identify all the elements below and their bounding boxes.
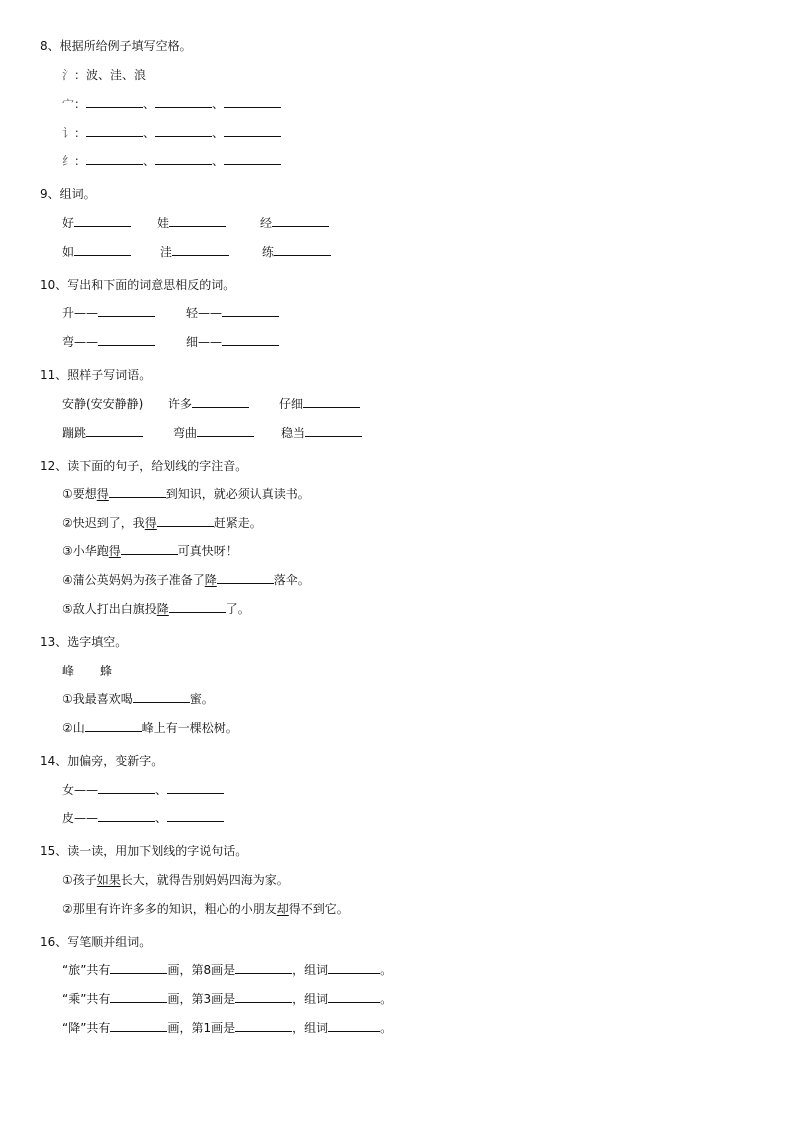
answer-blank[interactable] bbox=[169, 215, 226, 227]
answer-blank[interactable] bbox=[235, 1020, 292, 1032]
underlined-word: 如果 bbox=[96, 873, 121, 887]
q10-item: 细—— bbox=[186, 334, 279, 350]
q10-item: 升—— bbox=[62, 305, 155, 321]
q14-row-2: 皮—— 、 bbox=[62, 810, 224, 826]
answer-blank[interactable] bbox=[172, 244, 229, 256]
answer-blank[interactable] bbox=[110, 1020, 167, 1032]
q16-row-2: “乘”共有 画，第3画是 ，组词 。 bbox=[62, 992, 393, 1006]
answer-blank[interactable] bbox=[86, 425, 143, 437]
q11-item: 蹦跳 bbox=[62, 425, 143, 441]
answer-blank[interactable] bbox=[328, 962, 380, 974]
underlined-char: 得 bbox=[144, 516, 157, 530]
q8-row-2-radical: 讠 bbox=[62, 126, 75, 140]
answer-blank[interactable] bbox=[85, 720, 142, 732]
answer-blank[interactable] bbox=[155, 153, 212, 165]
answer-blank[interactable] bbox=[272, 215, 329, 227]
answer-blank[interactable] bbox=[192, 396, 249, 408]
answer-blank[interactable] bbox=[167, 810, 224, 822]
q11-item: 弯曲 bbox=[173, 425, 254, 441]
question-14-title: 14、加偏旁，变新字。 bbox=[40, 754, 164, 768]
q8-row-2: 讠： 、 、 bbox=[62, 125, 281, 141]
answer-blank[interactable] bbox=[222, 334, 279, 346]
answer-blank[interactable] bbox=[121, 543, 178, 555]
q11-example: 安静(安安静静) bbox=[62, 397, 144, 411]
q13-sentence-1: ①我最喜欢喝 蜜。 bbox=[62, 692, 214, 706]
q9-item: 练 bbox=[262, 244, 331, 260]
q8-example-words: ：波、洼、浪 bbox=[74, 68, 147, 82]
q16-row-1: “旅”共有 画，第8画是 ，组词 。 bbox=[62, 963, 393, 977]
answer-blank[interactable] bbox=[86, 153, 143, 165]
q12-sentence-5: ⑤敌人打出白旗投降 了。 bbox=[62, 602, 250, 616]
q16-row-3: “降”共有 画，第1画是 ，组词 。 bbox=[62, 1021, 393, 1035]
answer-blank[interactable] bbox=[155, 96, 212, 108]
underlined-word: 却 bbox=[276, 902, 289, 916]
answer-blank[interactable] bbox=[110, 962, 167, 974]
q10-item: 轻—— bbox=[186, 305, 279, 321]
q12-sentence-2: ②快迟到了，我得 赶紧走。 bbox=[62, 516, 262, 530]
answer-blank[interactable] bbox=[328, 1020, 380, 1032]
answer-blank[interactable] bbox=[328, 991, 380, 1003]
answer-blank[interactable] bbox=[157, 515, 214, 527]
answer-blank[interactable] bbox=[224, 153, 281, 165]
answer-blank[interactable] bbox=[98, 305, 155, 317]
answer-blank[interactable] bbox=[86, 125, 143, 137]
answer-blank[interactable] bbox=[303, 396, 360, 408]
answer-blank[interactable] bbox=[235, 991, 292, 1003]
q8-example-radical: 氵 bbox=[62, 68, 75, 82]
q14-row-1: 女—— 、 bbox=[62, 782, 224, 798]
answer-blank[interactable] bbox=[133, 691, 190, 703]
underlined-char: 降 bbox=[156, 602, 169, 616]
q9-item: 经 bbox=[260, 215, 329, 231]
q12-sentence-4: ④蒲公英妈妈为孩子准备了降 落伞。 bbox=[62, 573, 310, 587]
answer-blank[interactable] bbox=[169, 601, 226, 613]
q8-example bbox=[62, 67, 146, 83]
answer-blank[interactable] bbox=[217, 572, 274, 584]
underlined-char: 得 bbox=[108, 544, 121, 558]
answer-blank[interactable] bbox=[74, 215, 131, 227]
q10-item: 弯—— bbox=[62, 334, 155, 350]
q9-item: 好 bbox=[62, 215, 131, 231]
answer-blank[interactable] bbox=[86, 96, 143, 108]
q11-item: 许多 bbox=[168, 396, 249, 412]
answer-blank[interactable] bbox=[197, 425, 254, 437]
q12-sentence-3: ③小华跑得 可真快呀！ bbox=[62, 544, 238, 558]
question-16-title: 16、写笔顺并组词。 bbox=[40, 935, 152, 949]
answer-blank[interactable] bbox=[222, 305, 279, 317]
answer-blank[interactable] bbox=[167, 782, 224, 794]
q15-sentence-1: ①孩子如果长大，就得告别妈妈四海为家。 bbox=[62, 873, 289, 887]
question-11-title: 11、照样子写词语。 bbox=[40, 368, 152, 382]
q8-row-1-radical: 宀 bbox=[62, 97, 75, 111]
q15-sentence-2: ②那里有许许多多的知识，粗心的小朋友却得不到它。 bbox=[62, 902, 349, 916]
question-8-title: 8、根据所给例子填写空格。 bbox=[40, 39, 192, 53]
answer-blank[interactable] bbox=[109, 486, 166, 498]
underlined-char: 得 bbox=[96, 487, 109, 501]
q8-row-3-radical: 纟 bbox=[62, 154, 75, 168]
answer-blank[interactable] bbox=[235, 962, 292, 974]
q11-item: 稳当 bbox=[281, 425, 362, 441]
answer-blank[interactable] bbox=[98, 782, 155, 794]
q13-choice-1: 峰 bbox=[62, 664, 75, 678]
q8-row-1: 宀： 、 、 bbox=[62, 96, 281, 112]
answer-blank[interactable] bbox=[274, 244, 331, 256]
answer-blank[interactable] bbox=[110, 991, 167, 1003]
answer-blank[interactable] bbox=[98, 810, 155, 822]
q9-item: 洼 bbox=[160, 244, 229, 260]
answer-blank[interactable] bbox=[224, 96, 281, 108]
question-10-title: 10、写出和下面的词意思相反的词。 bbox=[40, 278, 236, 292]
q11-item: 仔细 bbox=[279, 396, 360, 412]
q9-item: 如 bbox=[62, 244, 131, 260]
question-13-title: 13、选字填空。 bbox=[40, 635, 128, 649]
q8-row-3: 纟： 、 、 bbox=[62, 153, 281, 169]
q9-item: 娃 bbox=[157, 215, 226, 231]
answer-blank[interactable] bbox=[74, 244, 131, 256]
q13-sentence-2: ②山 峰上有一棵松树。 bbox=[62, 721, 238, 735]
underlined-char: 降 bbox=[204, 573, 217, 587]
q12-sentence-1: ①要想得 到知识，就必须认真读书。 bbox=[62, 487, 310, 501]
answer-blank[interactable] bbox=[98, 334, 155, 346]
question-12-title: 12、读下面的句子，给划线的字注音。 bbox=[40, 459, 248, 473]
question-9-title: 9、组词。 bbox=[40, 187, 96, 201]
question-15-title: 15、读一读，用加下划线的字说句话。 bbox=[40, 844, 248, 858]
q13-choice-2: 蜂 bbox=[100, 664, 113, 678]
answer-blank[interactable] bbox=[305, 425, 362, 437]
answer-blank[interactable] bbox=[155, 125, 212, 137]
answer-blank[interactable] bbox=[224, 125, 281, 137]
